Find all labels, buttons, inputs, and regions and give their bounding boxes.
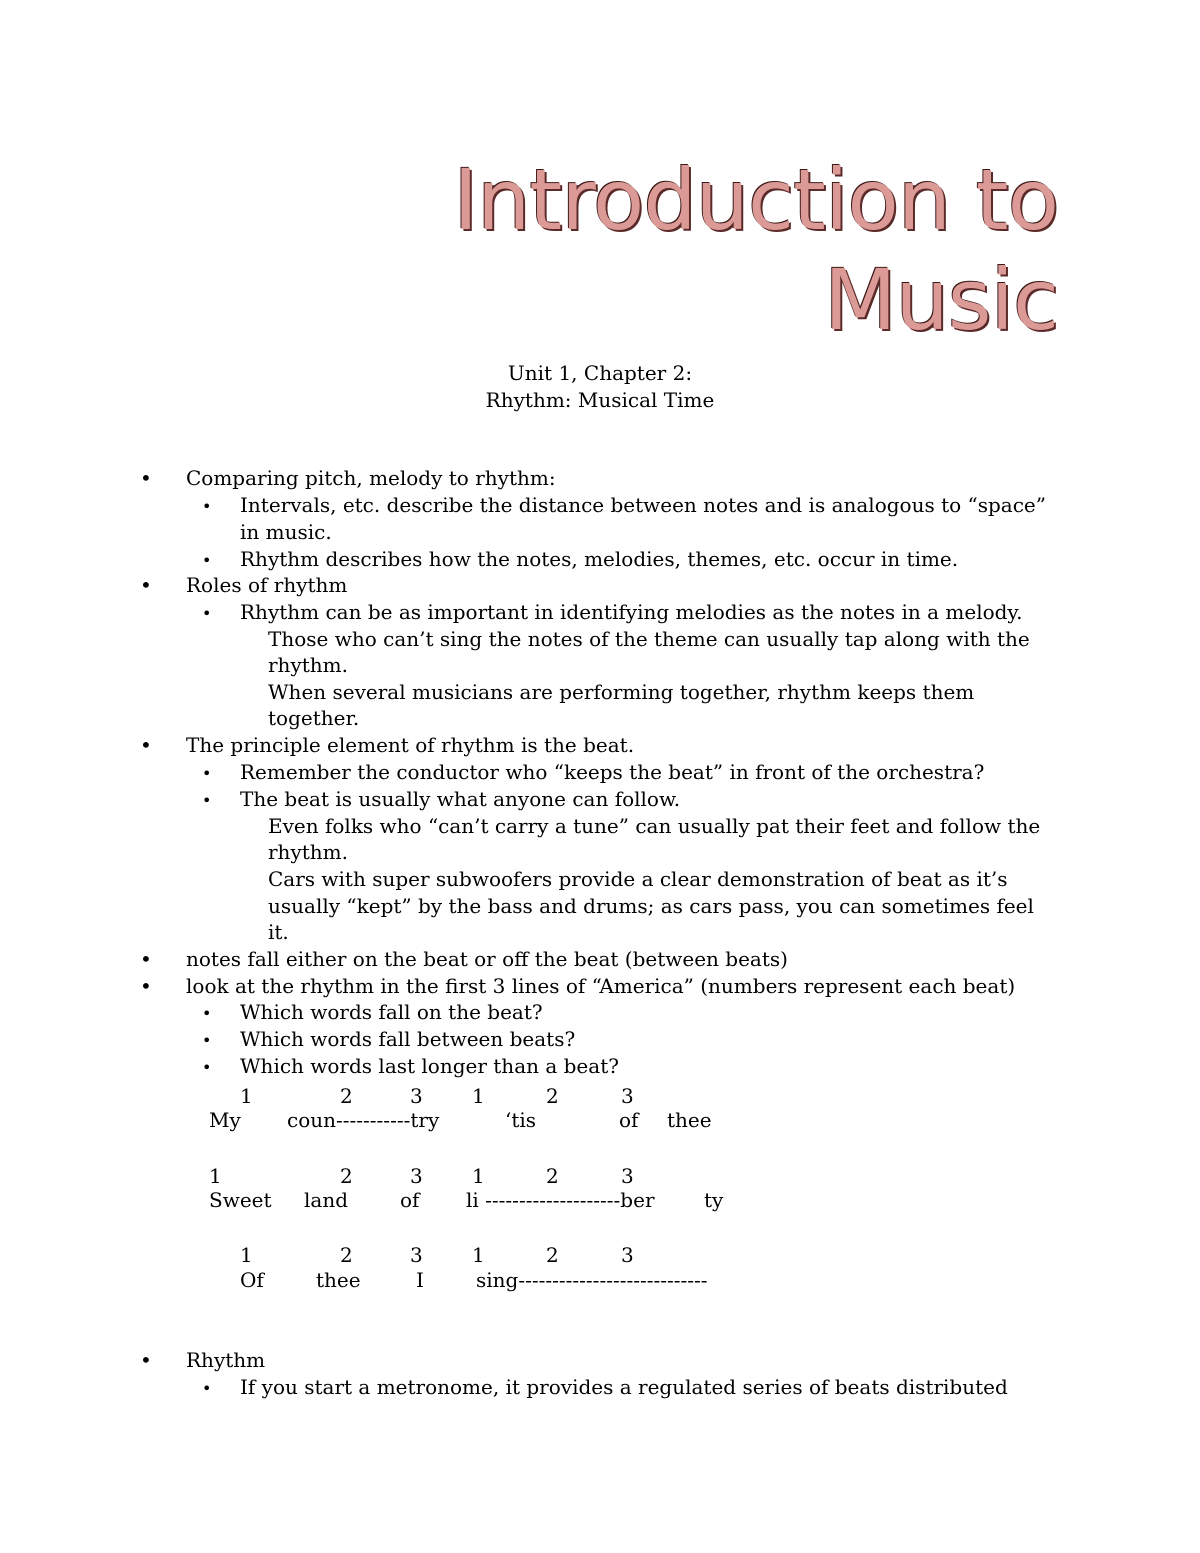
beat-number: 1 (472, 1243, 485, 1267)
list-item: Cars with super subwoofers provide a clear demonstration of beat as it’s (268, 867, 1008, 891)
bullet-small: • (202, 1004, 212, 1023)
list-item: Which words fall between beats? (240, 1027, 576, 1051)
subtitle-line-1: Unit 1, Chapter 2: (507, 361, 693, 385)
list-item-continued: in music. (240, 520, 332, 544)
beat-number: 1 (240, 1084, 253, 1108)
lyric-word: My (209, 1108, 241, 1132)
beat-number: 3 (410, 1084, 423, 1108)
list-item: Rhythm (186, 1348, 266, 1372)
beat-number: 1 (240, 1243, 253, 1267)
list-item: Remember the conductor who “keeps the beat” in front of the orchestra? (240, 760, 985, 784)
list-item: notes fall either on the beat or off the beat (between beats) (186, 947, 788, 971)
list-item: look at the rhythm in the first 3 lines of “America” (numbers represent each beat) (186, 974, 1016, 998)
lyric-word: coun-----------try (287, 1108, 440, 1132)
bullet-small: • (202, 1379, 212, 1398)
america-line-1-beats (0, 1083, 1200, 1110)
bullet-dot: • (140, 947, 152, 971)
list-item: Those who can’t sing the notes of the theme can usually tap along with the (268, 627, 1030, 651)
list-item-continued: rhythm. (268, 840, 348, 864)
bullet-dot: • (140, 733, 152, 757)
beat-number: 1 (209, 1164, 222, 1188)
lyric-word: thee (316, 1268, 361, 1292)
lyric-word: ty (704, 1188, 724, 1212)
bullet-small: • (202, 497, 212, 516)
lyric-word: sing---------------------------- (476, 1268, 708, 1292)
subtitle-line-2: Rhythm: Musical Time (485, 388, 715, 412)
list-item-continued: rhythm. (268, 653, 348, 677)
bullet-small: • (202, 551, 212, 570)
beat-number: 3 (410, 1243, 423, 1267)
beat-number: 1 (472, 1164, 485, 1188)
list-item: Comparing pitch, melody to rhythm: (186, 466, 556, 490)
list-item: Which words fall on the beat? (240, 1000, 543, 1024)
america-line-3-beats (0, 1242, 1200, 1269)
list-item: Roles of rhythm (186, 573, 348, 597)
lyric-word: of (619, 1108, 639, 1132)
beat-number: 2 (340, 1164, 353, 1188)
bullet-small: • (202, 604, 212, 623)
list-item: Intervals, etc. describe the distance between notes and is analogous to “space” (240, 493, 1046, 517)
list-item-continued: it. (268, 920, 289, 944)
america-line-2-beats (0, 1163, 1200, 1190)
lyric-word: thee (667, 1108, 712, 1132)
bullet-small: • (202, 791, 212, 810)
list-item: When several musicians are performing together, rhythm keeps them (268, 680, 975, 704)
beat-number: 3 (410, 1164, 423, 1188)
title-line-2: Music (824, 251, 1058, 349)
beat-number: 3 (621, 1084, 634, 1108)
beat-number: 2 (340, 1243, 353, 1267)
lyric-word: of (400, 1188, 420, 1212)
list-item: The principle element of rhythm is the beat. (186, 733, 635, 757)
list-item-continued: together. (268, 706, 360, 730)
bullet-dot: • (140, 573, 152, 597)
lyric-word: I (416, 1268, 424, 1292)
bullet-dot: • (140, 974, 152, 998)
beat-number: 3 (621, 1164, 634, 1188)
lyric-word: land (304, 1188, 349, 1212)
beat-number: 2 (546, 1243, 559, 1267)
lyric-word: li --------------------ber (466, 1188, 655, 1212)
beat-number: 2 (340, 1084, 353, 1108)
lyric-word: Sweet (209, 1188, 272, 1212)
list-item: Even folks who “can’t carry a tune” can usually pat their feet and follow the (268, 814, 1041, 838)
america-line-1-words (0, 1107, 1200, 1134)
list-item: If you start a metronome, it provides a regulated series of beats distributed (240, 1375, 1008, 1399)
list-item: Which words last longer than a beat? (240, 1054, 619, 1078)
chapter-subtitle (0, 360, 1200, 414)
list-item: Rhythm can be as important in identifying melodies as the notes in a melody. (240, 600, 1023, 624)
list-item-continued: usually “kept” by the bass and drums; as cars pass, you can sometimes feel (268, 894, 1034, 918)
list-item: The beat is usually what anyone can follow. (240, 787, 681, 811)
america-line-2-words (0, 1187, 1200, 1214)
lyric-word: Of (240, 1268, 264, 1292)
bullet-small: • (202, 1031, 212, 1050)
bullet-small: • (202, 764, 212, 783)
america-line-3-words (0, 1267, 1200, 1294)
beat-number: 1 (472, 1084, 485, 1108)
beat-number: 3 (621, 1243, 634, 1267)
bullet-dot: • (140, 466, 152, 490)
beat-number: 2 (546, 1084, 559, 1108)
bullet-small: • (202, 1058, 212, 1077)
beat-number: 2 (546, 1164, 559, 1188)
document-title (453, 150, 1058, 350)
title-line-1: Introduction to (453, 151, 1058, 249)
lyric-word: ‘tis (505, 1108, 537, 1132)
list-item: Rhythm describes how the notes, melodies, themes, etc. occur in time. (240, 547, 959, 571)
bullet-dot: • (140, 1348, 152, 1372)
